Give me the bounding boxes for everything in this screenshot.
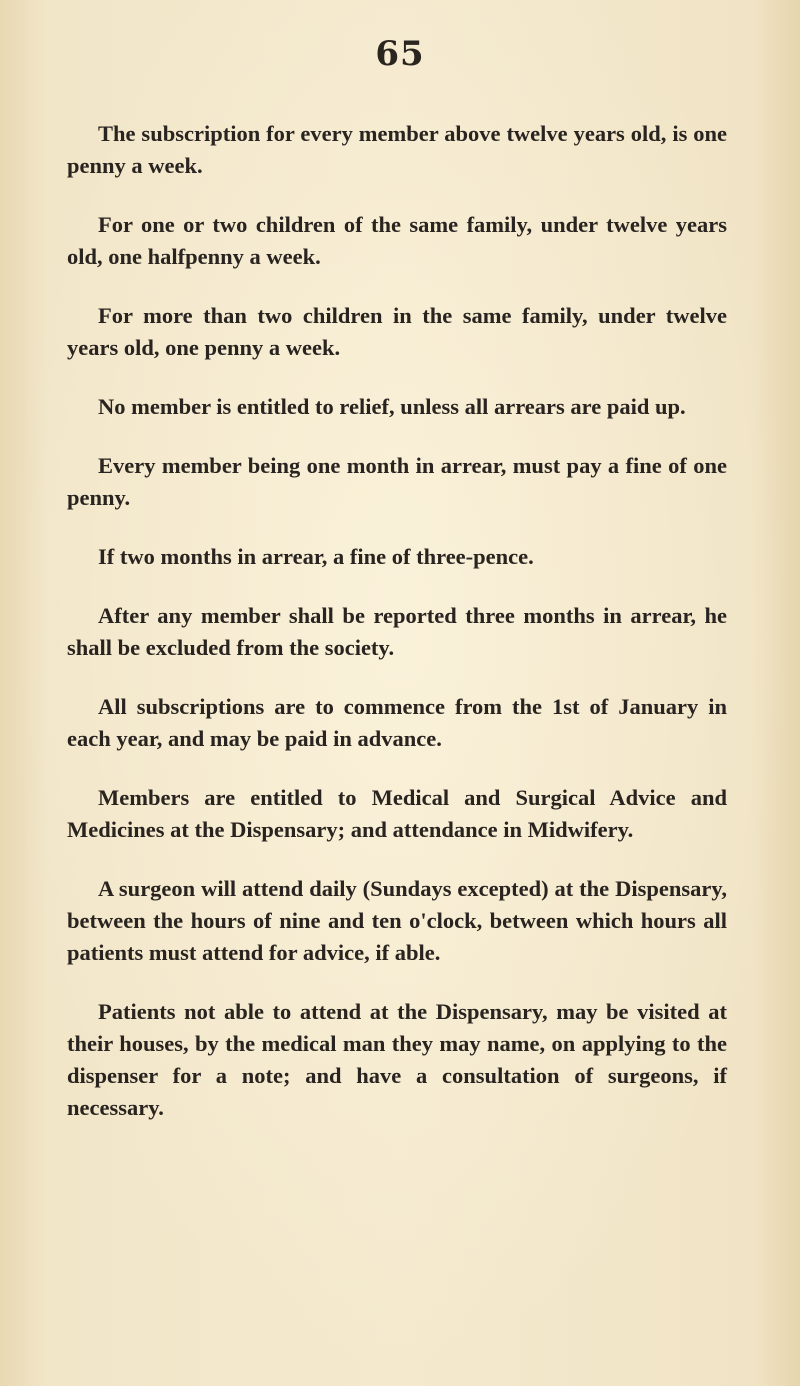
paragraph-subscription-children-few: For one or two children of the same family, under twelve years old, one halfpenny a week. xyxy=(67,212,727,269)
paragraph-subscription-children-many: For more than two children in the same family, under twelve years old, one penny a week. xyxy=(67,303,727,360)
paragraph-fine-one-month: Every member being one month in arrear, must pay a fine of one penny. xyxy=(67,453,727,510)
paragraph-fine-two-months: If two months in arrear, a fine of three-pence. xyxy=(98,544,534,569)
paragraph-exclusion: After any member shall be reported three months in arrear, he shall be excluded from the society. xyxy=(67,603,727,660)
paragraph-home-visits: Patients not able to attend at the Dispensary, may be visited at their houses, by the medical man they may name, on applying to the dispenser for a note; and have a consultation of surgeons, if necessary. xyxy=(67,999,727,1120)
page-body xyxy=(67,118,727,1151)
paragraph-commencement: All subscriptions are to commence from the 1st of January in each year, and may be paid in advance. xyxy=(67,694,727,751)
paragraph-subscription-adult: The subscription for every member above twelve years old, is one penny a week. xyxy=(67,121,727,178)
paragraph-entitlements: Members are entitled to Medical and Surgical Advice and Medicines at the Dispensary; and attendance in Midwifery. xyxy=(67,785,727,842)
paragraph-relief-arrears: No member is entitled to relief, unless all arrears are paid up. xyxy=(98,394,686,419)
paragraph-surgeon-hours: A surgeon will attend daily (Sundays excepted) at the Dispensary, between the hours of nine and ten o'clock, between which hours all patients must attend for advice, if able. xyxy=(67,876,727,965)
page-number: 65 xyxy=(375,34,425,74)
